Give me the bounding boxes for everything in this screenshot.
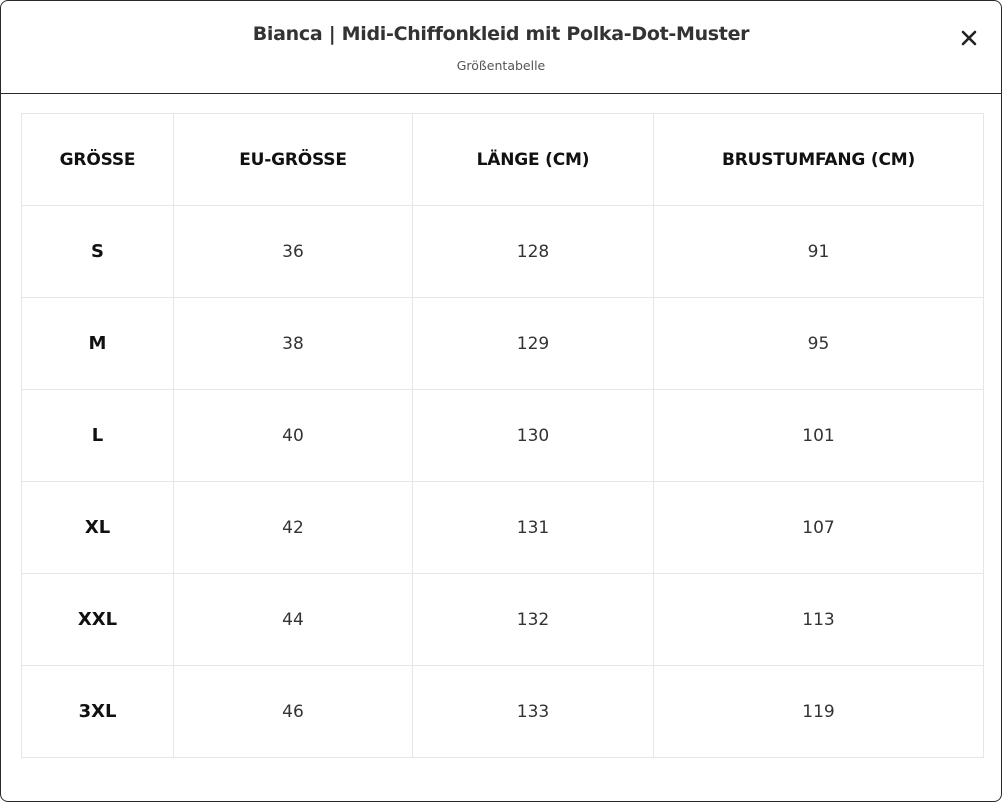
cell-length: 133 (413, 666, 654, 758)
cell-bust: 91 (654, 206, 984, 298)
header-size: GRÖSSE (22, 114, 174, 206)
cell-size: 3XL (22, 666, 174, 758)
table-row (22, 298, 984, 390)
cell-bust: 119 (654, 666, 984, 758)
cell-bust: 101 (654, 390, 984, 482)
header-eu-size: EU-GRÖSSE (174, 114, 413, 206)
cell-bust: 107 (654, 482, 984, 574)
cell-size: L (22, 390, 174, 482)
cell-eu-size: 46 (174, 666, 413, 758)
header-length: LÄNGE (CM) (413, 114, 654, 206)
table-header-row (22, 114, 984, 206)
header-bust: BRUSTUMFANG (CM) (654, 114, 984, 206)
cell-eu-size: 42 (174, 482, 413, 574)
cell-length: 131 (413, 482, 654, 574)
table-row (22, 666, 984, 758)
size-table (21, 113, 984, 758)
cell-bust: 113 (654, 574, 984, 666)
modal-title: Bianca | Midi-Chiffonkleid mit Polka-Dot-Muster (252, 23, 750, 45)
cell-eu-size: 40 (174, 390, 413, 482)
table-row (22, 390, 984, 482)
modal-subtitle: Größentabelle (456, 58, 546, 73)
cell-size: M (22, 298, 174, 390)
table-row (22, 482, 984, 574)
cell-size: S (22, 206, 174, 298)
close-button[interactable] (956, 25, 982, 51)
cell-bust: 95 (654, 298, 984, 390)
cell-length: 129 (413, 298, 654, 390)
cell-eu-size: 36 (174, 206, 413, 298)
modal-header (1, 1, 1001, 94)
cell-size: XL (22, 482, 174, 574)
table-row (22, 206, 984, 298)
cell-eu-size: 38 (174, 298, 413, 390)
table-row (22, 574, 984, 666)
cell-length: 130 (413, 390, 654, 482)
cell-length: 128 (413, 206, 654, 298)
cell-size: XXL (22, 574, 174, 666)
cell-length: 132 (413, 574, 654, 666)
cell-eu-size: 44 (174, 574, 413, 666)
close-icon (956, 25, 982, 51)
